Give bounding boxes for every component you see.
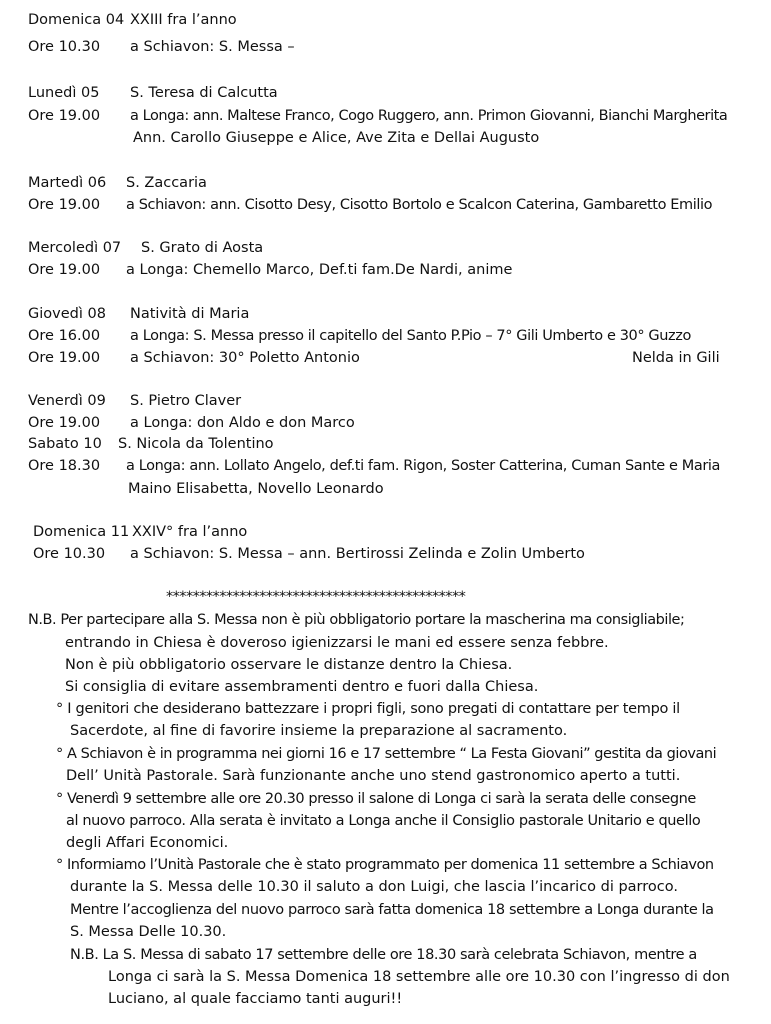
note-bullet: ° I genitori che desiderano battezzare i propri figli, sono pregati di contattare per tempo il — [56, 701, 680, 717]
mass-intention: a Longa: ann. Maltese Franco, Cogo Ruggero, ann. Primon Giovanni, Bianchi Margherita — [130, 108, 728, 124]
separator: ********************************************* — [166, 589, 466, 605]
mass-time: Ore 10.30 — [33, 546, 106, 562]
day-label: Domenica 04 — [28, 12, 125, 28]
mass-time: Ore 19.00 — [28, 108, 101, 124]
liturgical-day: S. Pietro Claver — [130, 393, 242, 409]
liturgical-day: S. Zaccaria — [126, 175, 207, 191]
day-label: Lunedì 05 — [28, 85, 100, 101]
day-label: Venerdì 09 — [28, 393, 106, 409]
mass-time: Ore 19.00 — [28, 262, 101, 278]
mass-intention: a Longa: don Aldo e don Marco — [130, 415, 355, 431]
note-line: N.B. La S. Messa di sabato 17 settembre delle ore 18.30 sarà celebrata Schiavon, mentre a — [70, 947, 697, 963]
mass-intention: a Longa: ann. Lollato Angelo, def.ti fam. Rigon, Soster Catterina, Cuman Sante e Maria — [126, 458, 721, 474]
note-line: S. Messa Delle 10.30. — [70, 924, 227, 940]
note-bullet: ° Venerdì 9 settembre alle ore 20.30 presso il salone di Longa ci sarà la serata delle consegne — [56, 791, 696, 807]
liturgical-day: XXIV° fra l’anno — [132, 524, 248, 540]
note-line: Longa ci sarà la S. Messa Domenica 18 settembre alle ore 10.30 con l’ingresso di don — [108, 969, 730, 985]
note-line: Si consiglia di evitare assembramenti dentro e fuori dalla Chiesa. — [65, 679, 539, 695]
mass-time: Ore 18.30 — [28, 458, 101, 474]
note-line: Luciano, al quale facciamo tanti auguri!! — [108, 991, 403, 1007]
liturgical-day: S. Teresa di Calcutta — [130, 85, 278, 101]
note-line: entrando in Chiesa è doveroso igienizzarsi le mani ed essere senza febbre. — [65, 635, 609, 651]
note-line: durante la S. Messa delle 10.30 il saluto a don Luigi, che lascia l’incarico di parroco. — [70, 879, 678, 895]
mass-intention: a Schiavon: S. Messa – ann. Bertirossi Zelinda e Zolin Umberto — [130, 546, 585, 562]
day-label: Mercoledì 07 — [28, 240, 122, 256]
mass-time: Ore 19.00 — [28, 350, 101, 366]
mass-time: Ore 19.00 — [28, 197, 101, 213]
note-line: Non è più obbligatorio osservare le distanze dentro la Chiesa. — [65, 657, 513, 673]
note-line: Mentre l’accoglienza del nuovo parroco sarà fatta domenica 18 settembre a Longa durante la — [70, 902, 714, 918]
note-line: Dell’ Unità Pastorale. Sarà funzionante anche uno stend gastronomico aperto a tutti. — [66, 768, 681, 784]
day-label: Giovedì 08 — [28, 306, 106, 322]
liturgical-day: XXIII fra l’anno — [130, 12, 237, 28]
note-line: Sacerdote, al fine di favorire insieme la preparazione al sacramento. — [70, 723, 568, 739]
mass-time: Ore 19.00 — [28, 415, 101, 431]
note-line: N.B. Per partecipare alla S. Messa non è più obbligatorio portare la mascherina ma consigliabile; — [28, 612, 685, 628]
liturgical-day: Natività di Maria — [130, 306, 250, 322]
note-line: al nuovo parroco. Alla serata è invitato a Longa anche il Consiglio pastorale Unitario e quello — [66, 813, 701, 829]
liturgical-day: S. Grato di Aosta — [141, 240, 264, 256]
mass-intention: a Longa: Chemello Marco, Def.ti fam.De Nardi, anime — [126, 262, 513, 278]
note-line: degli Affari Economici. — [66, 835, 229, 851]
mass-intention: a Schiavon: S. Messa – — [130, 39, 295, 55]
mass-time: Ore 16.00 — [28, 328, 101, 344]
mass-intention-cont: Maino Elisabetta, Novello Leonardo — [128, 481, 384, 497]
day-label: Martedì 06 — [28, 175, 107, 191]
mass-intention: a Longa: S. Messa presso il capitello del Santo P.Pio – 7° Gili Umberto e 30° Guzzo — [130, 328, 691, 344]
note-bullet: ° Informiamo l’Unità Pastorale che è stato programmato per domenica 11 settembre a Schiavon — [56, 857, 714, 873]
liturgical-day: S. Nicola da Tolentino — [118, 436, 274, 452]
note-bullet: ° A Schiavon è in programma nei giorni 16 e 17 settembre “ La Festa Giovani” gestita da giovani — [56, 746, 717, 762]
mass-time: Ore 10.30 — [28, 39, 101, 55]
mass-intention: a Schiavon: 30° Poletto Antonio — [130, 350, 360, 366]
mass-intention: a Schiavon: ann. Cisotto Desy, Cisotto Bortolo e Scalcon Caterina, Gambaretto Emilio — [126, 197, 713, 213]
day-label: Sabato 10 — [28, 436, 102, 452]
mass-intention-cont: Ann. Carollo Giuseppe e Alice, Ave Zita e Dellai Augusto — [133, 130, 540, 146]
mass-intention-cont: Nelda in Gili — [632, 350, 720, 366]
day-label: Domenica 11 — [33, 524, 130, 540]
